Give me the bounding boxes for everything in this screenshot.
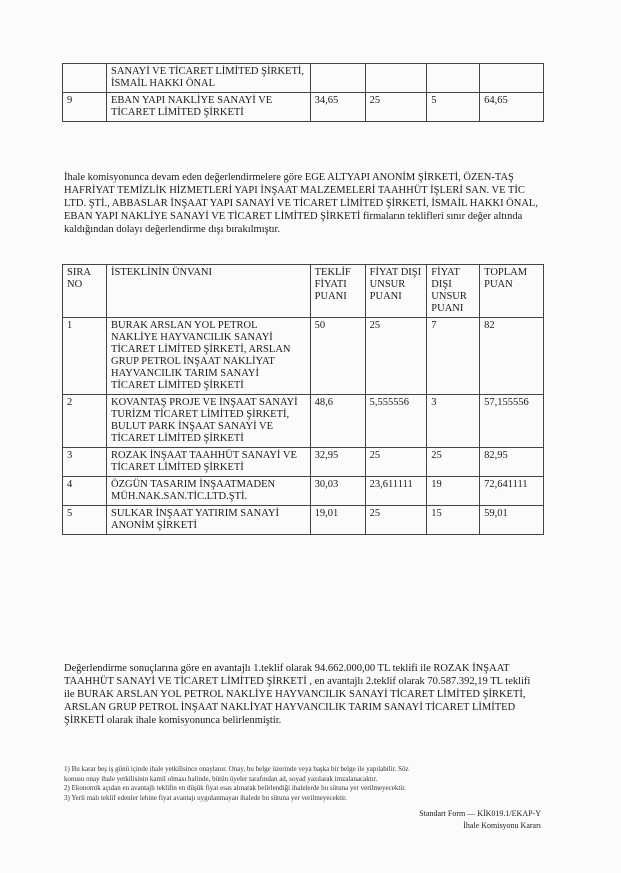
price-score: 48,6 — [310, 395, 365, 448]
price-score: 19,01 — [310, 506, 365, 535]
total-score: 64,65 — [480, 93, 544, 122]
bidder-name: KOVANTAŞ PROJE VE İNŞAAT SANAYİ TURİZM TİCARET LİMİTED ŞİRKETİ, BULUT PARK İNŞAAT SANAYİ VE TİCARET LİMİTED ŞİRKETİ — [107, 395, 311, 448]
exclusion-paragraph: İhale komisyonunca devam eden değerlendirmelere göre EGE ALTYAPI ANONİM ŞİRKETİ, ÖZEN-TAŞ HAFRİYAT TEMİZLİK HİZMETLERİ YAPI İNŞAAT MALZEMELERİ TAAHHÜT İŞLERİ SAN. VE TİC LTD. ŞTİ., ABBASLAR İNŞAAT YAPI SANAYİ VE TİCARET LİMİTED ŞİRKETİ, İSMAİL HAKKI ÖNAL, EBAN YAPI NAKLİYE SANAYİ VE TİCARET LİMİTED ŞİRKETİ firmaların teklifleri sınır değer altında kaldığından dolayı değerlendirme dışı bırakılmıştır. — [64, 172, 538, 235]
table-row — [63, 318, 544, 395]
footnote: konusu onay ihale yetkilisinin kamil olması halinde, bütün üyeler tarafından ad, soyad yazılarak imzalanacaktır. — [64, 774, 378, 783]
results-table-continued — [62, 63, 544, 122]
header-no: SIRA NO — [63, 265, 107, 318]
form-title: İhale Komisyonu Kararı — [463, 821, 541, 830]
row-number: 9 — [63, 93, 107, 122]
non-price-score-1: 5,555556 — [365, 395, 427, 448]
price-score: 50 — [310, 318, 365, 395]
row-number: 2 — [63, 395, 107, 448]
row-number: 5 — [63, 506, 107, 535]
non-price-score-1: 23,611111 — [365, 477, 427, 506]
header-price-score: TEKLİF FİYATI PUANI — [310, 265, 365, 318]
non-price-score-2: 15 — [427, 506, 480, 535]
evaluation-table — [62, 264, 544, 535]
non-price-score-2: 25 — [427, 448, 480, 477]
table-row — [63, 477, 544, 506]
table-header-row — [63, 265, 544, 318]
bidder-name: ÖZGÜN TASARIM İNŞAATMADEN MÜH.NAK.SAN.TİC.LTD.ŞTİ. — [107, 477, 311, 506]
header-bidder: İSTEKLİNİN ÜNVANI — [107, 265, 311, 318]
price-score: 32,95 — [310, 448, 365, 477]
table-row — [63, 506, 544, 535]
footnote: 3) Yerli malı teklif edenler lehine fiyat avantajı uygulanmayan ihalede bu sütuna yer verilmeyecektir. — [64, 793, 347, 802]
non-price-score-1 — [365, 64, 427, 93]
row-number: 1 — [63, 318, 107, 395]
result-paragraph: Değerlendirme sonuçlarına göre en avantajlı 1.teklif olarak 94.662.000,00 TL teklifi ile ROZAK İNŞAAT TAAHHÜT SANAYİ VE TİCARET LİMİTED ŞİRKETİ , en avantajlı 2.teklif olarak 70.587.392,19 TL teklifi ile BURAK ARSLAN YOL PETROL NAKLİYE HAYVANCILIK SANAYİ TİCARET LİMİTED ŞİRKETİ, ARSLAN GRUP PETROL İNŞAAT NAKLİYAT HAYVANCILIK TARIM SANAYİ TİCARET LİMİTED ŞİRKETİ olarak ihale komisyonunca belirlenmiştir. — [64, 663, 531, 726]
total-score: 82 — [480, 318, 544, 395]
bidder-name: EBAN YAPI NAKLİYE SANAYİ VE TİCARET LİMİTED ŞİRKETİ — [107, 93, 311, 122]
non-price-score-1: 25 — [365, 506, 427, 535]
table-row — [63, 395, 544, 448]
total-score: 72,641111 — [480, 477, 544, 506]
footnote: 1) Bu karar beş iş günü içinde ihale yetkilisince onaylanır. Onay, bu belge üzerinde veya başka bir belge ile yapılabilir. Söz — [64, 765, 409, 773]
table-row — [63, 64, 544, 93]
row-number: 3 — [63, 448, 107, 477]
table-row — [63, 93, 544, 122]
price-score: 30,03 — [310, 477, 365, 506]
non-price-score-2 — [427, 64, 480, 93]
bidder-name: SANAYİ VE TİCARET LİMİTED ŞİRKETİ, İSMAİL HAKKI ÖNAL — [107, 64, 311, 93]
non-price-score-2: 5 — [427, 93, 480, 122]
form-footer — [419, 808, 541, 832]
non-price-score-1: 25 — [365, 448, 427, 477]
price-score: 34,65 — [310, 93, 365, 122]
header-total: TOPLAM PUAN — [480, 265, 544, 318]
row-number — [63, 64, 107, 93]
price-score — [310, 64, 365, 93]
total-score — [480, 64, 544, 93]
non-price-score-2: 7 — [427, 318, 480, 395]
row-number: 4 — [63, 477, 107, 506]
header-non-price-score-1: FİYAT DIŞI UNSUR PUANI — [365, 265, 427, 318]
table-row — [63, 448, 544, 477]
footnotes — [64, 765, 544, 803]
form-code: Standart Form — KİK019.1/EKAP-Y — [419, 809, 541, 818]
total-score: 82,95 — [480, 448, 544, 477]
total-score: 59,01 — [480, 506, 544, 535]
footnote: 2) Ekonomik açıdan en avantajlı teklifin en düşük fiyat esas alınarak belirlendiği ihalelerde bu sütuna yer verilmeyecektir. — [64, 784, 406, 792]
bidder-name: SULKAR İNŞAAT YATIRIM SANAYİ ANONİM ŞİRKETİ — [107, 506, 311, 535]
total-score: 57,155556 — [480, 395, 544, 448]
non-price-score-2: 19 — [427, 477, 480, 506]
bidder-name: ROZAK İNŞAAT TAAHHÜT SANAYİ VE TİCARET LİMİTED ŞİRKETİ — [107, 448, 311, 477]
non-price-score-2: 3 — [427, 395, 480, 448]
header-non-price-score-2: FİYAT DIŞI UNSUR PUANI — [427, 265, 480, 318]
bidder-name: BURAK ARSLAN YOL PETROL NAKLİYE HAYVANCILIK SANAYİ TİCARET LİMİTED ŞİRKETİ, ARSLAN GRUP PETROL İNŞAAT NAKLİYAT HAYVANCILIK TARIM SANAYİ TİCARET LİMİTED ŞİRKETİ — [107, 318, 311, 395]
non-price-score-1: 25 — [365, 93, 427, 122]
non-price-score-1: 25 — [365, 318, 427, 395]
